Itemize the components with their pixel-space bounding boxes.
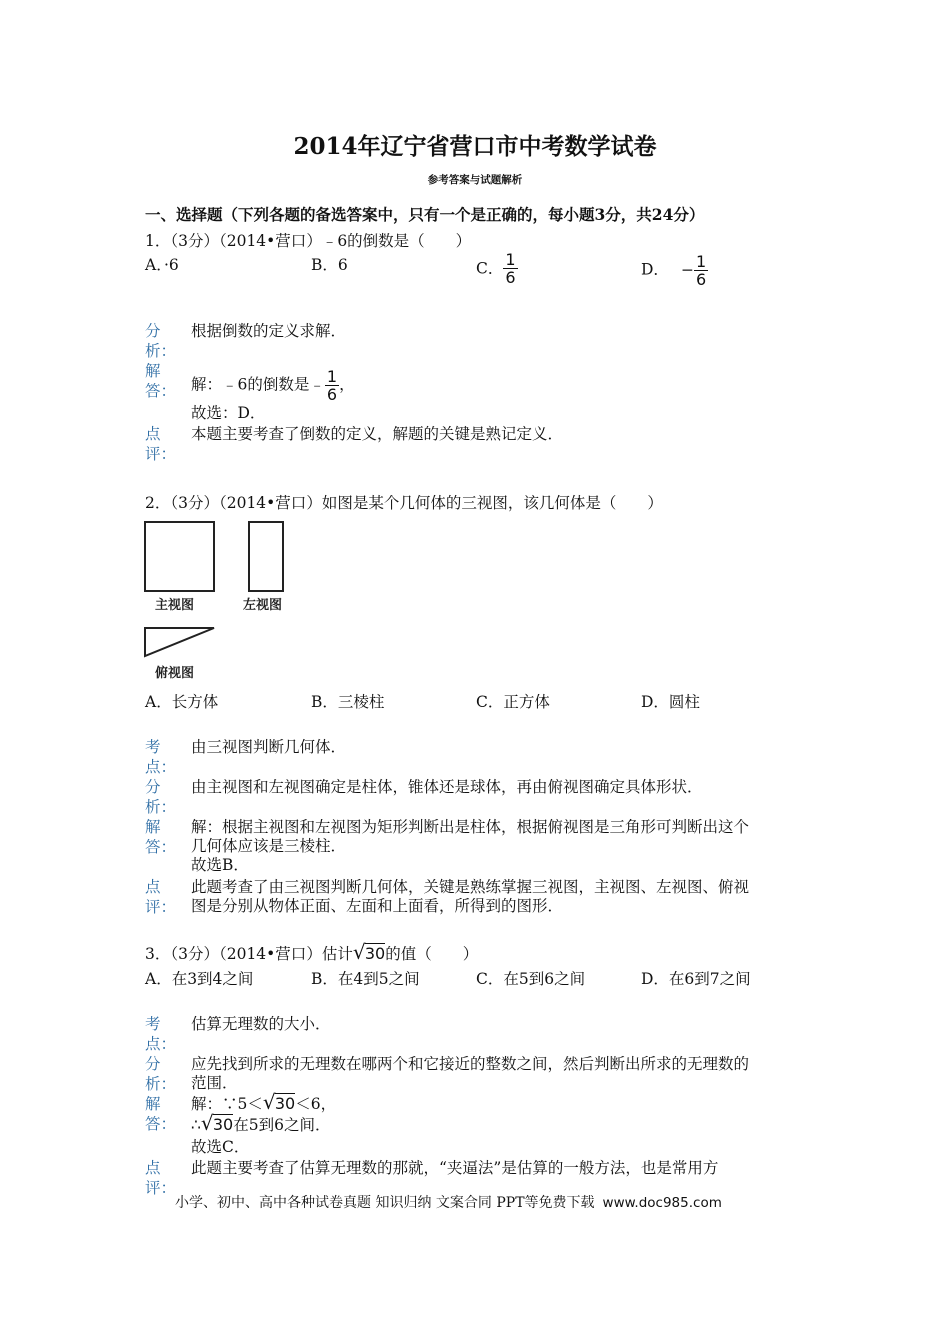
q3-comment-label: 点评： — [145, 1159, 177, 1197]
q3-solution-line1 — [191, 1090, 801, 1114]
left-view-label: 左视图 — [243, 598, 283, 613]
footer-url[interactable]: www.doc985.com — [602, 1195, 722, 1211]
q2-stem: 2．（3分）（2014•营口）如图是某个几何体的三视图，该几何体是（ ） — [145, 494, 663, 512]
q1-analysis: 根据倒数的定义求解． — [191, 322, 347, 340]
q1-option-d-prefix: D． — [641, 260, 669, 279]
q1-analysis-label: 分析： — [145, 322, 177, 360]
q2-option-d: D．圆柱 — [641, 693, 700, 711]
fraction-denominator: 6 — [695, 270, 707, 289]
q3-solution-sqrt-2 — [200, 1111, 234, 1135]
q1-comment: 本题主要考查了倒数的定义，解题的关键是熟记定义． — [191, 425, 564, 443]
q3-analysis-line2: 范围． — [191, 1074, 238, 1092]
q2-analysis: 由主视图和左视图确定是柱体，锥体还是球体，再由俯视图确定具体形状． — [191, 778, 703, 796]
q3-sqrt — [352, 940, 386, 964]
q1-stem: 1．（3分）（2014•营口）﹣6的倒数是（ ） — [145, 232, 472, 250]
top-view-label: 俯视图 — [155, 666, 195, 681]
top-view-triangle — [145, 628, 214, 656]
section-heading: 一、选择题（下列各题的备选答案中，只有一个是正确的，每小题3分，共24分） — [145, 205, 705, 224]
page-subtitle: 参考答案与试题解析 — [427, 174, 523, 186]
q1-option-c — [476, 250, 518, 287]
q3-option-c: C．在5到6之间 — [476, 970, 586, 988]
q3-solution-sqrt — [262, 1090, 296, 1114]
radicand: 30 — [274, 1094, 296, 1113]
q2-solution-label: 解答： — [145, 818, 177, 856]
q2-solution-line1: 解：根据主视图和左视图为矩形判断出是柱体，根据俯视图是三角形可判断出这个 — [191, 818, 750, 836]
q3-solution-tail-2: 在5到6之间． — [233, 1116, 331, 1134]
page-footer — [175, 1192, 722, 1212]
q2-option-b: B．三棱柱 — [311, 693, 385, 711]
radicand: 30 — [212, 1115, 234, 1134]
q1-option-d — [641, 253, 708, 288]
q2-comment-line2: 图是分别从物体正面、左面和上面看，所得到的图形． — [191, 897, 564, 915]
q3-therefore: ∴ — [191, 1116, 201, 1134]
fraction-denominator: 6 — [505, 268, 516, 287]
q1-option-a: A．·6 — [145, 256, 179, 274]
q1-solution-text: 解：﹣6的倒数是﹣ — [191, 375, 325, 394]
q3-stem — [145, 942, 478, 964]
radical-sign: √ — [262, 1090, 276, 1114]
q3-solution-tail: ＜6， — [295, 1095, 337, 1113]
fraction-numerator: 1 — [326, 367, 338, 386]
q2-topic: 由三视图判断几何体． — [191, 738, 347, 756]
front-view-square — [145, 522, 214, 591]
q3-solution-line2 — [191, 1111, 801, 1135]
q3-option-b: B．在4到5之间 — [311, 970, 420, 988]
q2-comment-line1: 此题考查了由三视图判断几何体，关键是熟练掌握三视图，主视图、左视图、俯视 — [191, 878, 750, 896]
q3-analysis-line1: 应先找到所求的无理数在哪两个和它接近的整数之间，然后判断出所求的无理数的 — [191, 1055, 750, 1073]
q3-solution-label: 解答： — [145, 1095, 177, 1133]
fraction-numerator: 1 — [695, 252, 707, 271]
q1-solution-fraction — [325, 368, 339, 403]
fraction-denominator: 6 — [326, 385, 338, 404]
q2-analysis-label: 分析： — [145, 778, 177, 816]
q3-choice: 故选C． — [191, 1138, 250, 1156]
q1-comment-label: 点评： — [145, 425, 177, 463]
q1-option-d-fraction — [694, 253, 708, 288]
radicand: 30 — [364, 944, 386, 963]
radical-sign: √ — [200, 1111, 214, 1135]
q1-option-c-prefix: C． — [476, 259, 504, 278]
q2-comment-label: 点评： — [145, 878, 177, 916]
left-view-rectangle — [249, 522, 283, 591]
q3-stem-tail: 的值（ ） — [385, 945, 479, 963]
q1-solution-comma: ， — [339, 375, 355, 394]
fraction-numerator: 1 — [505, 250, 516, 269]
radical-sign: √ — [352, 940, 366, 964]
front-view-label: 主视图 — [155, 598, 195, 613]
q2-option-c: C．正方体 — [476, 693, 550, 711]
q1-option-c-fraction — [503, 251, 517, 286]
q3-comment: 此题主要考查了估算无理数的那就，“夹逼法”是估算的一般方法，也是常用方 — [191, 1159, 719, 1177]
q3-analysis-label: 分析： — [145, 1055, 177, 1093]
q1-option-b: B．6 — [311, 256, 348, 274]
q3-topic-label: 考点： — [145, 1015, 177, 1053]
q3-stem-text: 3．（3分）（2014•营口）估计 — [145, 945, 353, 963]
q3-topic: 估算无理数的大小． — [191, 1015, 331, 1033]
q2-option-a: A．长方体 — [145, 693, 219, 711]
q3-option-d: D．在6到7之间 — [641, 970, 751, 988]
q2-choice: 故选B． — [191, 856, 249, 874]
q2-solution-line2: 几何体应该是三棱柱． — [191, 837, 347, 855]
page-title: 2014年辽宁省营口市中考数学试卷 — [293, 133, 657, 160]
q1-option-d-sign: − — [680, 260, 694, 279]
q1-solution-label: 解答： — [145, 362, 177, 400]
q3-option-a: A．在3到4之间 — [145, 970, 254, 988]
q3-solution-text: 解：∵5＜ — [191, 1095, 263, 1113]
footer-text: 小学、初中、高中各种试卷真题 知识归纳 文案合同 PPT等免费下载 — [175, 1195, 595, 1211]
q1-choice: 故选：D． — [191, 404, 266, 422]
q2-topic-label: 考点： — [145, 738, 177, 776]
q1-solution — [191, 368, 801, 403]
